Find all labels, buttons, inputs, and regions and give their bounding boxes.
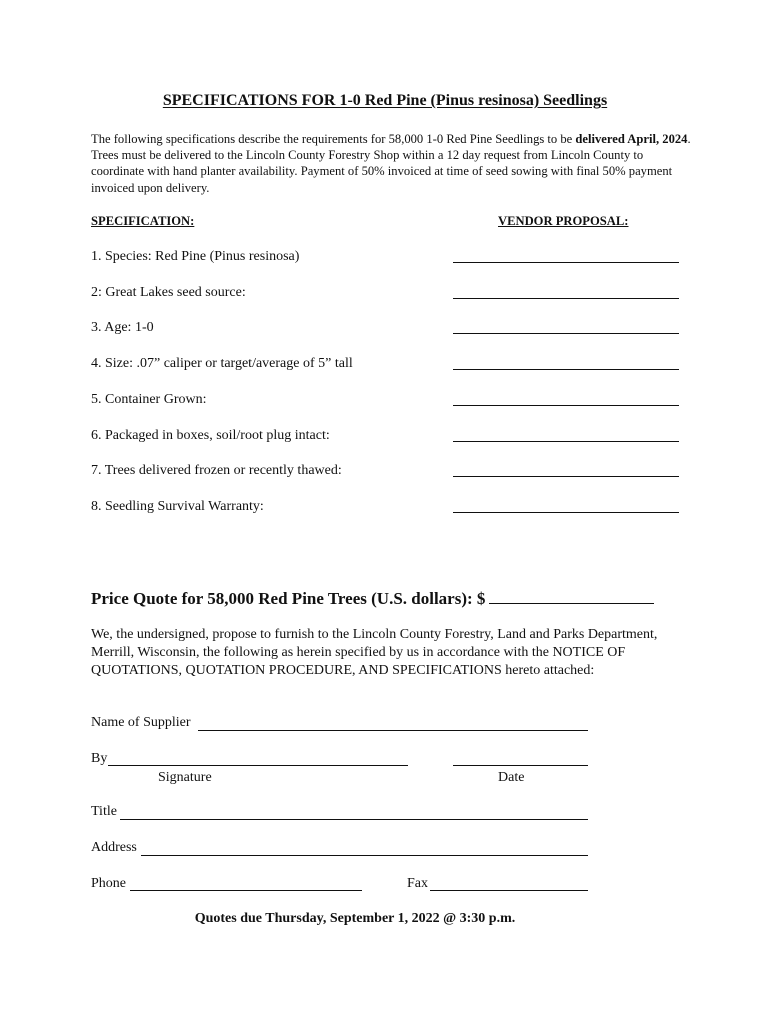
spec-item-size: 4. Size: .07” caliper or target/average of 5” tall xyxy=(91,356,353,371)
phone-label: Phone xyxy=(91,876,126,891)
intro-text-2: . Trees must be delivered to the Lincoln County Forestry Shop within a 12 day request from Lincoln County to coordinate with hand planter availability. Payment of 50% invoiced at time of seed sowing with final 50% payment invoiced upon delivery. xyxy=(91,132,691,195)
vendor-proposal-line-7[interactable] xyxy=(453,476,679,477)
phone-field[interactable] xyxy=(130,890,362,891)
address-label: Address xyxy=(91,840,137,855)
vendor-proposal-line-3[interactable] xyxy=(453,333,679,334)
supplier-label: Name of Supplier xyxy=(91,715,191,730)
quotes-due-notice: Quotes due Thursday, September 1, 2022 @ 3:30 p.m. xyxy=(194,911,516,926)
intro-delivery-date: delivered April, 2024 xyxy=(575,132,688,146)
price-quote-label: Price Quote for 58,000 Red Pine Trees (U.S. dollars): $ xyxy=(91,589,486,608)
spec-item-container: 5. Container Grown: xyxy=(91,392,207,407)
vendor-proposal-line-1[interactable] xyxy=(453,262,679,263)
vendor-proposal-header: VENDOR PROPOSAL: xyxy=(498,214,629,228)
price-quote-field[interactable] xyxy=(489,588,654,604)
vendor-proposal-line-8[interactable] xyxy=(453,512,679,513)
price-quote xyxy=(91,588,654,609)
specification-header: SPECIFICATION: xyxy=(91,214,195,228)
spec-item-delivery-state: 7. Trees delivered frozen or recently thawed: xyxy=(91,463,342,478)
spec-item-packaging: 6. Packaged in boxes, soil/root plug intact: xyxy=(91,428,330,443)
spec-item-species: 1. Species: Red Pine (Pinus resinosa) xyxy=(91,249,300,264)
fax-field[interactable] xyxy=(430,890,588,891)
date-field[interactable] xyxy=(453,765,588,766)
fax-label: Fax xyxy=(407,876,428,891)
date-caption: Date xyxy=(498,770,525,785)
spec-item-age: 3. Age: 1-0 xyxy=(91,320,154,335)
vendor-proposal-line-5[interactable] xyxy=(453,405,679,406)
spec-item-seed-source: 2: Great Lakes seed source: xyxy=(91,285,246,300)
spec-item-warranty: 8. Seedling Survival Warranty: xyxy=(91,499,264,514)
title-label: Title xyxy=(91,804,117,819)
supplier-field[interactable] xyxy=(198,730,588,731)
undersigned-paragraph: We, the undersigned, propose to furnish to the Lincoln County Forestry, Land and Parks Department, Merrill, Wisconsin, the following as herein specified by us in accordance with the NOTICE OF QUOTATIONS, QUOTATION PROCEDURE, AND SPECIFICATIONS hereto attached: xyxy=(91,627,658,678)
document-title: SPECIFICATIONS FOR 1-0 Red Pine (Pinus resinosa) Seedlings xyxy=(162,92,608,109)
vendor-proposal-line-6[interactable] xyxy=(453,441,679,442)
signature-field[interactable] xyxy=(108,765,408,766)
by-label: By xyxy=(91,751,108,766)
address-field[interactable] xyxy=(141,855,588,856)
intro-text-1: The following specifications describe the requirements for 58,000 1-0 Red Pine Seedlings to be xyxy=(91,132,576,146)
signature-caption: Signature xyxy=(158,770,212,785)
intro-paragraph xyxy=(91,131,691,196)
vendor-proposal-line-4[interactable] xyxy=(453,369,679,370)
title-field[interactable] xyxy=(120,819,588,820)
vendor-proposal-line-2[interactable] xyxy=(453,298,679,299)
